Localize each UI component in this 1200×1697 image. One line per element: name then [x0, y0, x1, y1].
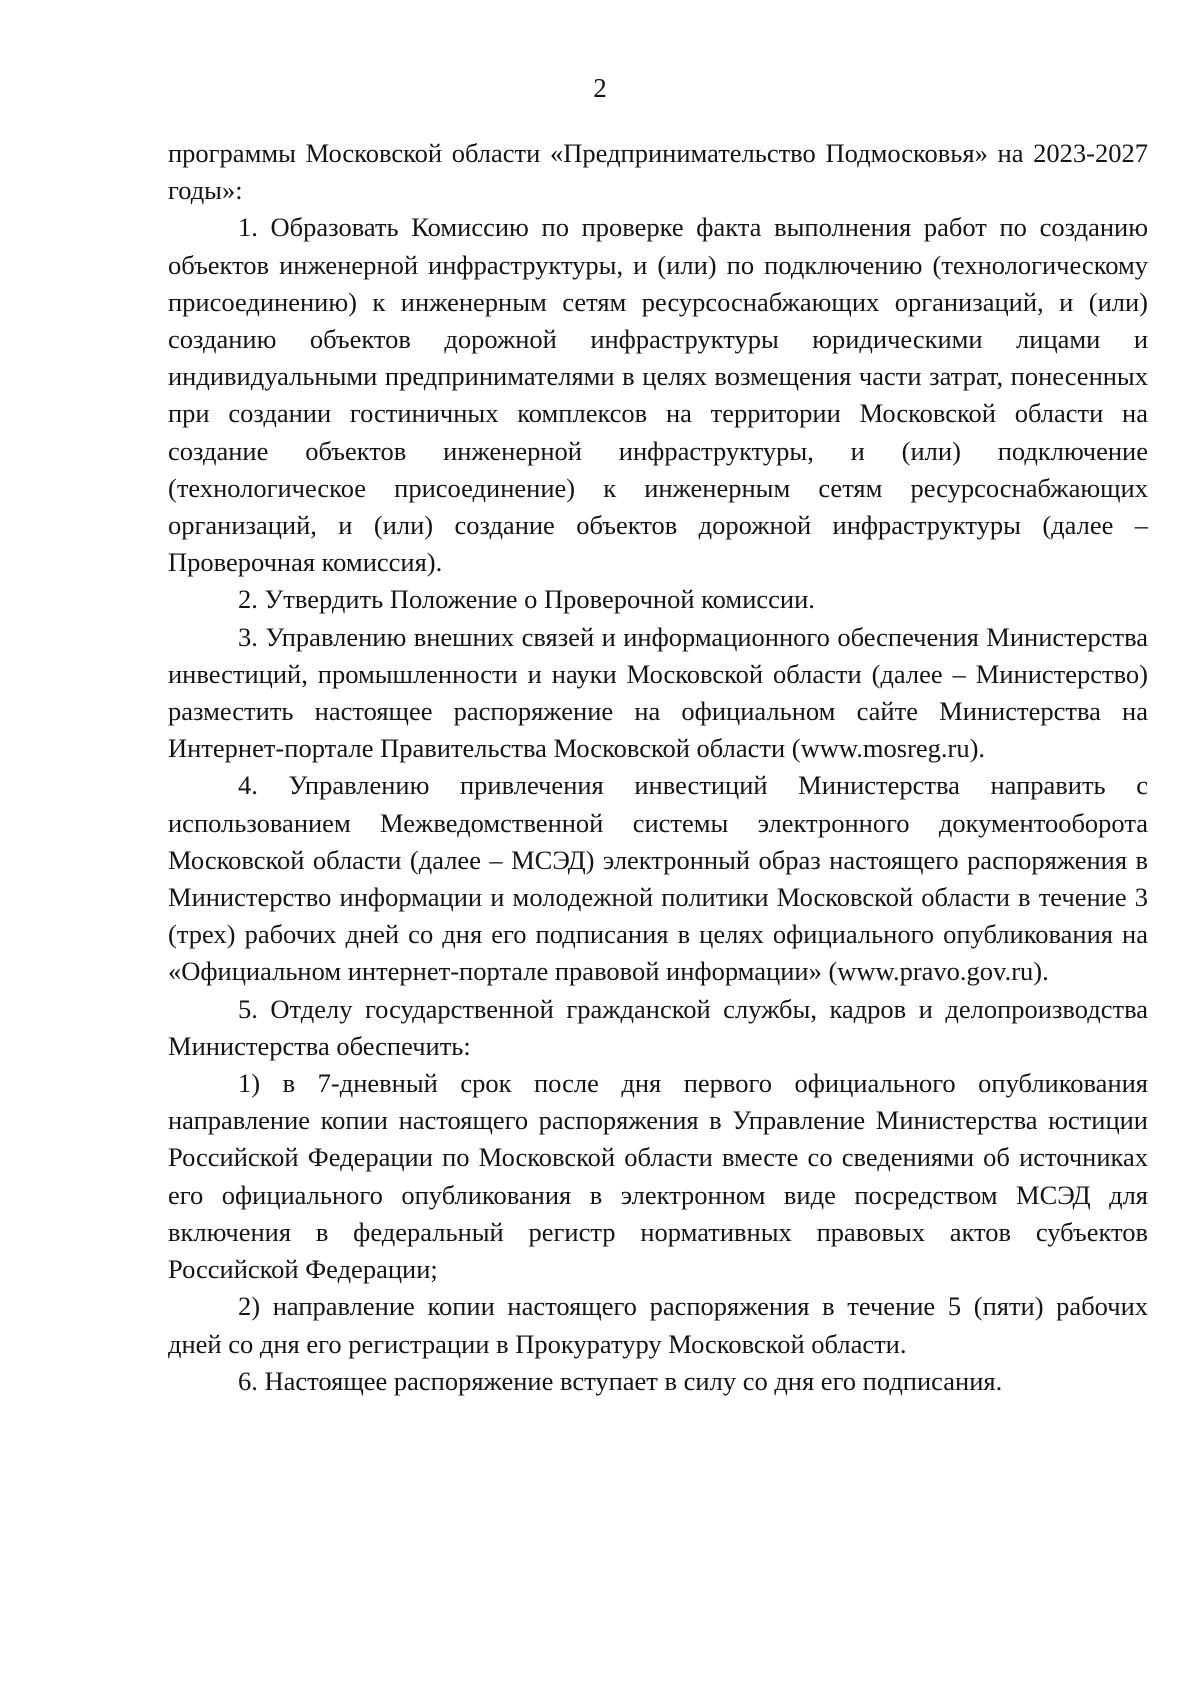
paragraph-item-6: 6. Настоящее распоряжение вступает в силу со дня его подписания.: [238, 1365, 1003, 1396]
paragraph-item-1: 1. Образовать Комиссию по проверке факта выполнения работ по созданию объектов инженерной инфраструктуры, и (или) по подключению (технологическому присоединению) к инженерным сетям ресурсоснабжающих организаций, и (или) созданию объектов дорожной инфраструктуры юридическими лицами и индивидуальными предпринимателями в целях возмещения части затрат, понесенных при создании гостиничных комплексов на территории Московской области на создание объектов инженерной инфраструктуры, и (или) подключение (технологическое присоединение) к инженерным сетям ресурсоснабжающих организаций, и (или) создание объектов дорожной инфраструктуры (далее – Проверочная комиссия).: [168, 212, 1148, 578]
paragraph-item-3: 3. Управлению внешних связей и информационного обеспечения Министерства инвестиций, промышленности и науки Московской области (далее – Министерство) разместить настоящее распоряжение на официальном сайте Министерства на Интернет-портале Правительства Московской области (www.mosreg.ru).: [168, 621, 1148, 764]
paragraph-subitem-5-2: 2) направление копии настоящего распоряжения в течение 5 (пяти) рабочих дней со дня его регистрации в Прокуратуру Московской области.: [168, 1291, 1148, 1359]
document-body: [168, 135, 1148, 1400]
paragraph-intro: программы Московской области «Предпринимательство Подмосковья» на 2023-2027 годы»:: [168, 138, 1148, 206]
paragraph-item-5: 5. Отделу государственной гражданской службы, кадров и делопроизводства Министерства обеспечить:: [168, 993, 1148, 1061]
page-number: 2: [593, 73, 607, 103]
paragraph-item-2: 2. Утвердить Положение о Проверочной комиссии.: [238, 584, 815, 615]
paragraph-subitem-5-1: 1) в 7-дневный срок после дня первого официального опубликования направление копии настоящего распоряжения в Управление Министерства юстиции Российской Федерации по Московской области вместе со сведениями об источниках его официального опубликования в электронном виде посредством МСЭД для включения в федеральный регистр нормативных правовых актов субъектов Российской Федерации;: [168, 1068, 1148, 1285]
paragraph-item-4: 4. Управлению привлечения инвестиций Министерства направить с использованием Межведомственной системы электронного документооборота Московской области (далее – МСЭД) электронный образ настоящего распоряжения в Министерство информации и молодежной политики Московской области в течение 3 (трех) рабочих дней со дня его подписания в целях официального опубликования на «Официальном интернет-портале правовой информации» (www.pravo.gov.ru).: [168, 770, 1148, 987]
